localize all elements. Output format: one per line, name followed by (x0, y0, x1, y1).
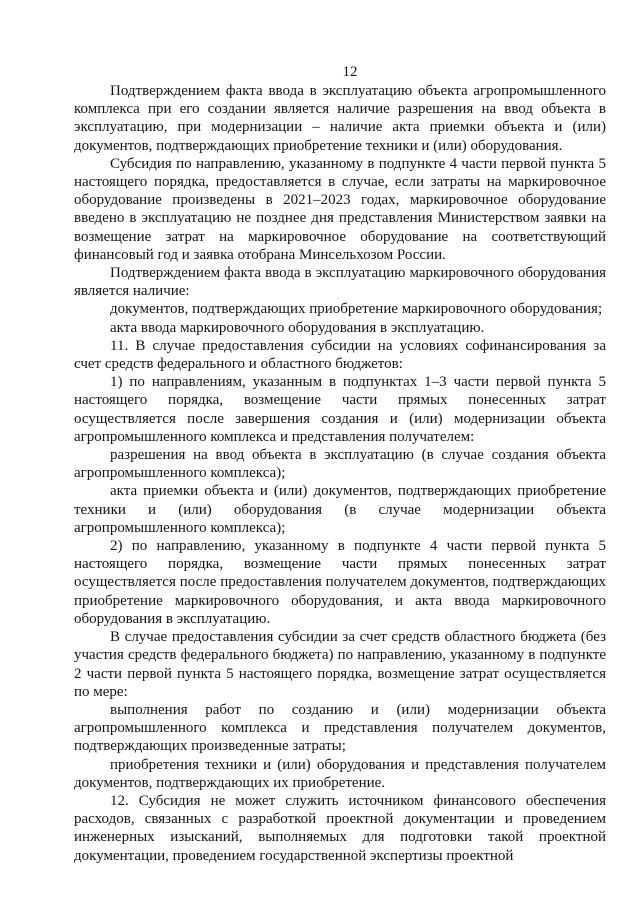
paragraph: Субсидия по направлению, указанному в подпункте 4 части первой пункта 5 настоящего порядка, предоставляется в случае, если затраты на маркировочное оборудование произведены в 2021–2023 годах, маркировочное оборудование введено в эксплуатацию не позднее дня представления Министерством заявки на возмещение затрат на маркировочное оборудование на соответствующий финансовый год и заявка отобрана Минсельхозом России. (74, 155, 606, 263)
paragraph: выполнения работ по созданию и (или) модернизации объекта агропромышленного комплекса и представления получателем документов, подтверждающих произведенные затраты; (74, 701, 606, 755)
paragraph: Подтверждением факта ввода в эксплуатацию маркировочного оборудования является наличие: (74, 265, 606, 300)
paragraph: документов, подтверждающих приобретение маркировочного оборудования; (110, 301, 603, 318)
paragraph: 1) по направлениям, указанным в подпунктах 1–3 части первой пункта 5 настоящего порядка, возмещение части прямых понесенных затрат осуществляется после завершения создания и (или) модернизации объекта агропромышленного комплекса и представления получателем: (74, 374, 606, 445)
paragraph: Подтверждением факта ввода в эксплуатацию объекта агропромышленного комплекса при его создании является наличие разрешения на ввод объекта в эксплуатацию, при модернизации – наличие акта приемки объекта и (или) документов, подтверждающих приобретение техники и (или) оборудования. (74, 83, 606, 154)
page-number: 12 (342, 64, 358, 80)
paragraph: В случае предоставления субсидии за счет средств областного бюджета (без участия средств федерального бюджета) по направлению, указанному в подпункте 2 части первой пункта 5 настоящего порядка, возмещение затрат осуществляется по мере: (74, 629, 606, 700)
paragraph: 11. В случае предоставления субсидии на условиях софинансирования за счет средств федерального и областного бюджетов: (74, 337, 606, 373)
paragraph: акта приемки объекта и (или) документов, подтверждающих приобретение техники и (или) оборудования (в случае модернизации объекта агропромышленного комплекса); (74, 483, 606, 536)
paragraph: акта ввода маркировочного оборудования в эксплуатацию. (110, 319, 485, 336)
paragraph: 2) по направлению, указанному в подпункте 4 части первой пункта 5 настоящего порядка, возмещение части прямых понесенных затрат осуществляется после предоставления получателем документов, подтверждающих приобретение маркировочного оборудования, и акта ввода маркировочного оборудования в эксплуатацию. (74, 538, 606, 627)
paragraph: 12. Субсидия не может служить источником финансового обеспечения расходов, связанных с разработкой проектной документации и проведением инженерных изысканий, выполняемых для подготовки такой проектной документации, проведением государственной экспертизы проектной (74, 792, 606, 864)
paragraph: разрешения на ввод объекта в эксплуатацию (в случае создания объекта агропромышленного комплекса); (74, 447, 606, 482)
document-body (74, 82, 606, 865)
paragraph: приобретения техники и (или) оборудования и представления получателем документов, подтверждающих их приобретение. (74, 756, 606, 791)
